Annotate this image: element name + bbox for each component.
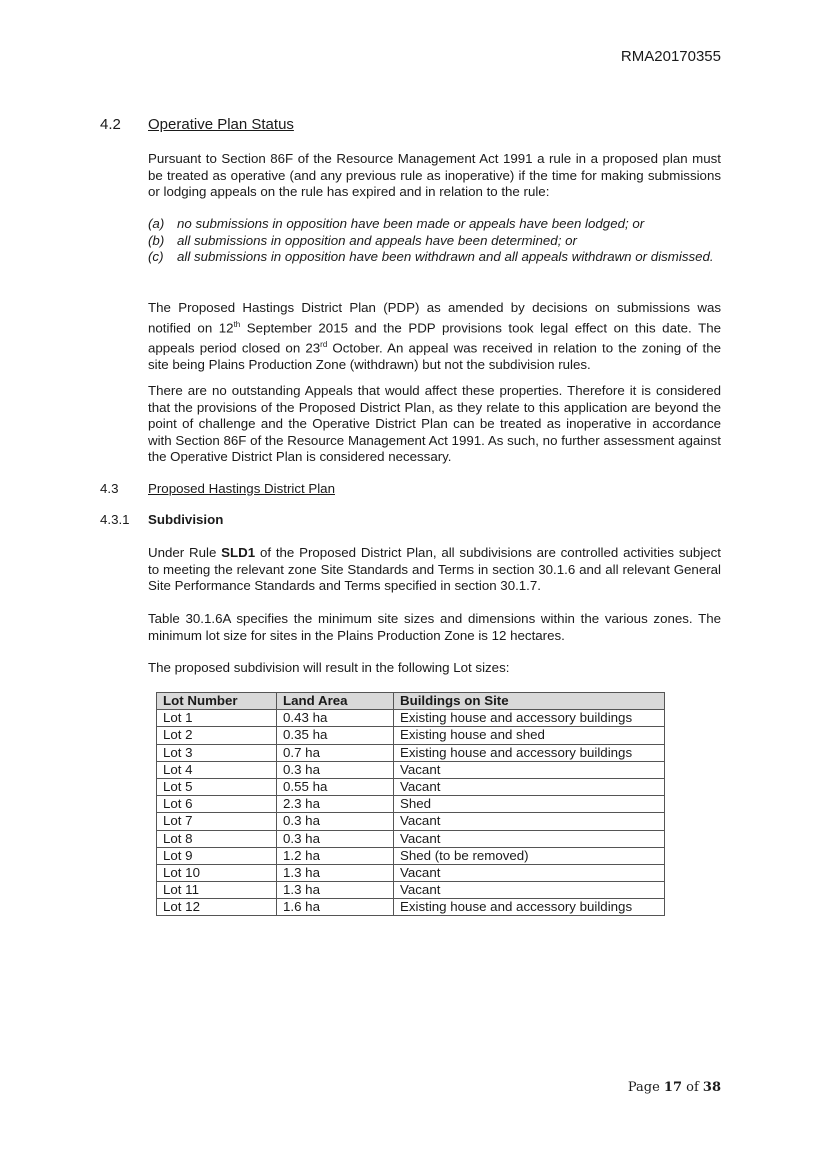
table-cell: 1.3 ha — [277, 882, 394, 899]
table-row — [157, 744, 665, 761]
table-cell: 0.35 ha — [277, 727, 394, 744]
paragraph-text: Under Rule — [148, 545, 222, 560]
section-4-2-paragraph-3: There are no outstanding Appeals that would affect these properties. Therefore it is considered that the provisions of the Proposed District Plan, as they relate to this application are beyond the point of challenge and the Operative District Plan can be treated as inoperative in accordance with Section 86F of the Resource Management Act 1991. As such, no further assessment against the Operative District Plan is considered necessary. — [148, 383, 721, 465]
section-4-3-1-title: Subdivision — [148, 512, 224, 527]
table-cell: Lot 4 — [157, 761, 277, 778]
table-cell: Vacant — [394, 761, 665, 778]
paragraph-text: September 2015 and the PDP provisions took legal effect on this date. The appeals period closed on 23 — [148, 320, 721, 356]
table-cell: Vacant — [394, 830, 665, 847]
table-cell: Vacant — [394, 778, 665, 795]
ordinal-suffix: th — [233, 319, 241, 329]
ordinal-suffix: rd — [320, 339, 328, 349]
rule-reference: SLD1 — [221, 545, 256, 560]
footer-text: Page — [627, 1080, 664, 1095]
lot-sizes-table — [156, 692, 665, 916]
table-cell: Lot 12 — [157, 899, 277, 916]
table-row — [157, 778, 665, 795]
table-cell: Vacant — [394, 882, 665, 899]
list-item-text: all submissions in opposition and appeals have been determined; or — [177, 232, 577, 248]
page-number: 17 — [663, 1080, 682, 1095]
table-cell: Existing house and accessory buildings — [394, 744, 665, 761]
table-cell: Lot 7 — [157, 813, 277, 830]
section-4-3-1-paragraph-3: The proposed subdivision will result in the following Lot sizes: — [148, 660, 510, 675]
table-row — [157, 882, 665, 899]
conditions-list — [148, 216, 721, 266]
list-item — [148, 249, 721, 266]
section-4-3-1-paragraph-1 — [148, 545, 721, 595]
table-cell: 0.3 ha — [277, 813, 394, 830]
paragraph-text: of the Proposed District Plan, all subdivisions are controlled activities subject to meeting the relevant zone Site Standards and Terms in section 30.1.6 and all relevant General Site Performance Standards and Terms specified in section 30.1.7. — [148, 545, 722, 594]
table-cell: Lot 3 — [157, 744, 277, 761]
list-item-label: (c) — [148, 249, 164, 265]
table-row — [157, 899, 665, 916]
table-cell: 0.3 ha — [277, 761, 394, 778]
column-header: Land Area — [277, 693, 394, 710]
table-row — [157, 864, 665, 881]
column-header: Buildings on Site — [394, 693, 665, 710]
page-footer — [628, 1080, 721, 1095]
section-4-3-number: 4.3 — [100, 481, 119, 496]
table-cell: Lot 10 — [157, 864, 277, 881]
list-item — [148, 216, 721, 233]
document-reference: RMA20170355 — [620, 48, 721, 65]
section-4-3-1-number: 4.3.1 — [100, 512, 130, 527]
table-cell: Lot 8 — [157, 830, 277, 847]
table-row — [157, 761, 665, 778]
table-cell: Existing house and accessory buildings — [394, 899, 665, 916]
table-row — [157, 830, 665, 847]
table-cell: Lot 1 — [157, 710, 277, 727]
list-item-text: no submissions in opposition have been made or appeals have been lodged; or — [177, 216, 645, 231]
table-row — [157, 796, 665, 813]
table-cell: Shed — [394, 796, 665, 813]
table-row — [157, 727, 665, 744]
table-row — [157, 813, 665, 830]
section-4-2-paragraph-1: Pursuant to Section 86F of the Resource Management Act 1991 a rule in a proposed plan must be treated as operative (and any previous rule as inoperative) if the time for making submissions or lodging appeals on the rule has expired and in relation to the rule: — [148, 151, 721, 200]
paragraph-text: The Proposed Hastings District Plan (PDP) as amended by decisions on submissions was notified on 12 — [148, 300, 721, 336]
list-item-label: (a) — [148, 216, 165, 231]
section-4-3-title: Proposed Hastings District Plan — [148, 481, 335, 496]
section-4-3-1-paragraph-2: Table 30.1.6A specifies the minimum site sizes and dimensions within the various zones. The minimum lot size for sites in the Plains Production Zone is 12 hectares. — [148, 611, 721, 643]
table-cell: 2.3 ha — [277, 796, 394, 813]
table-cell: Lot 11 — [157, 882, 277, 899]
table-cell: Vacant — [394, 864, 665, 881]
table-cell: 0.55 ha — [277, 778, 394, 795]
table-cell: 0.7 ha — [277, 744, 394, 761]
section-4-2-title: Operative Plan Status — [148, 116, 294, 133]
table-cell: Vacant — [394, 813, 665, 830]
table-cell: Existing house and accessory buildings — [394, 710, 665, 727]
table-cell: Shed (to be removed) — [394, 847, 665, 864]
table-cell: Lot 2 — [157, 727, 277, 744]
section-4-2-number: 4.2 — [100, 116, 121, 133]
paragraph-text: October. An appeal was received in relation to the zoning of the site being Plains Production Zone (withdrawn) but not the subdivision rules. — [148, 340, 721, 372]
table-cell: 1.3 ha — [277, 864, 394, 881]
list-item-label: (b) — [148, 232, 165, 248]
table-cell: Lot 6 — [157, 796, 277, 813]
table-row — [157, 847, 665, 864]
table-cell: 0.3 ha — [277, 830, 394, 847]
table-cell: 1.6 ha — [277, 899, 394, 916]
section-4-2-paragraph-2 — [148, 300, 721, 373]
table-row — [157, 710, 665, 727]
table-header-row — [157, 693, 665, 710]
footer-text: of — [682, 1080, 703, 1095]
list-item — [148, 233, 721, 250]
table-cell: Existing house and shed — [394, 727, 665, 744]
list-item-text: all submissions in opposition have been withdrawn and all appeals withdrawn or dismissed. — [177, 249, 714, 265]
table-cell: 1.2 ha — [277, 847, 394, 864]
total-pages: 38 — [702, 1080, 721, 1095]
table-cell: Lot 5 — [157, 778, 277, 795]
table-cell: 0.43 ha — [277, 710, 394, 727]
column-header: Lot Number — [157, 693, 277, 710]
table-cell: Lot 9 — [157, 847, 277, 864]
